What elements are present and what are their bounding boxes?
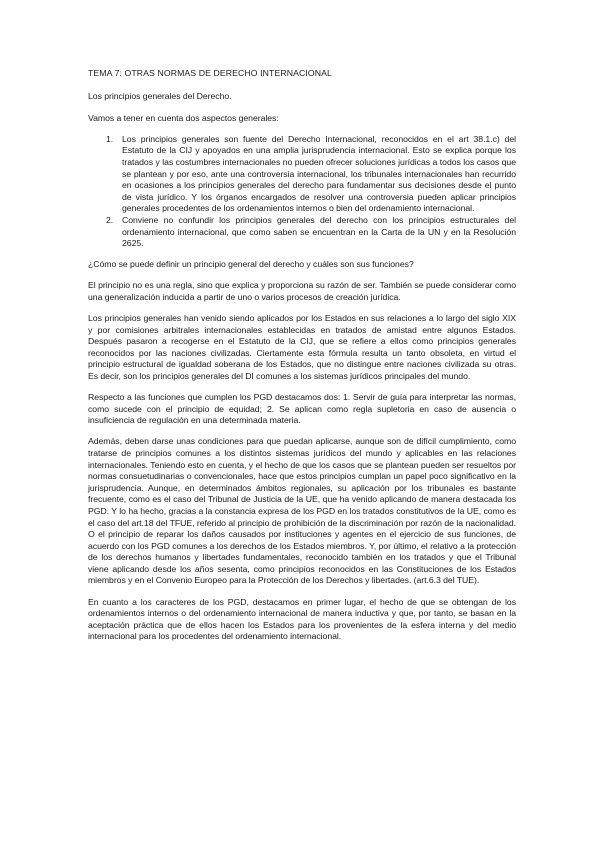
document-title: TEMA 7: OTRAS NORMAS DE DERECHO INTERNACIONAL bbox=[88, 68, 332, 78]
intro-text: Vamos a tener en cuenta dos aspectos generales: bbox=[88, 113, 279, 124]
aspects-list bbox=[88, 134, 516, 250]
list-number: 1. bbox=[106, 133, 114, 144]
aspect-item-2 bbox=[88, 215, 516, 250]
document-page bbox=[88, 68, 516, 652]
aspect-item-1 bbox=[88, 134, 516, 215]
paragraph-definition: El principio no es una regla, sino que explica y proporciona su razón de ser. También se puede considerar como una generalización inducida a partir de uno o varios procesos de creación jurídica. bbox=[88, 280, 516, 302]
aspect-text: Los principios generales son fuente del Derecho Internacional, reconocidos en el art 38.1.c) del Estatuto de la CIJ y apoyados en una amplia jurisprudencia internacional. Esto se explica porque los tratados y las costumbres internacionales no pueden ofrecer soluciones jurídicas a todos los casos que se plantean y por eso, ante una controversia internacional, los tribunales internacionales han recurrido en ocasiones a los principios generales del derecho para fundamentar sus decisiones desde el punto de vista jurídico. Y los órganos encargados de resolver una controversia pueden aplicar principios generales procedentes de los ordenamientos internos o bien del ordenamiento internacional. bbox=[122, 133, 516, 214]
paragraph-history: Los principios generales han venido siendo aplicados por los Estados en sus relaciones a lo largo del siglo XIX y por comisiones arbitrales internacionales establecidas en tratados de amistad entre algunos Estados. Después pasaron a recogerse en el Estatuto de la CIJ, que se refiere a ellos como principios generales reconocidos por las naciones civilizadas. Ciertamente esta fórmula resulta un tanto obsoleta, en virtud el principio estructural de igualdad soberana de los Estados, que no distingue entre naciones civilizada su otras. Es decir, son los principios generales del DI comunes a los sistemas jurídicos principales del mundo. bbox=[88, 313, 516, 381]
aspect-text: Conviene no confundir los principios generales del derecho con los principios estructurales del ordenamiento internacional, que como saben se encuentran en la Carta de la UN y en la Resolución 2625. bbox=[122, 214, 516, 249]
list-number: 2. bbox=[106, 214, 114, 225]
question-heading: ¿Cómo se puede definir un principio general del derecho y cuáles son sus funciones? bbox=[88, 259, 414, 270]
section-subtitle: Los principios generales del Derecho. bbox=[88, 90, 232, 101]
paragraph-characteristics: En cuanto a los caracteres de los PGD, destacamos en primer lugar, el hecho de que se obtengan de los ordenamientos internos o del ordenamiento internacional de manera inductiva y que, por tanto, se basan en la aceptación práctica que de ellos hacen los Estados para los provenientes de la esfera interna y del medio internacional para los procedentes del ordenamiento internacional. bbox=[88, 596, 516, 642]
paragraph-conditions: Además, deben darse unas condiciones para que puedan aplicarse, aunque son de difícil cumplimiento, como tratarse de principios comunes a los distintos sistemas jurídicos del mundo y aplicables en las relaciones internacionales. Teniendo esto en cuenta, y el hecho de que los casos que se plantean pueden ser resueltos por normas consuetudinarias o convencionales, hace que estos principios cumplan un papel poco significativo en la jurisprudencia. Aunque, en determinados ámbitos regionales, su aplicación por los tribunales es bastante frecuente, como es el caso del Tribunal de Justicia de la UE, que ha venido aplicando de manera destacada los PGD. Y lo ha hecho, gracias a la constancia expresa de los PGD en los tratados constitutivos de la UE, como es el caso del art.18 del TFUE, referido al principio de prohibición de la discriminación por razón de la nacionalidad. O el principio de reparar los daños causados por instituciones y agentes en el ejercicio de sus funciones, de acuerdo con los PGD comunes a los derechos de los Estados miembros. Y, por último, el relativo a la protección de los derechos humanos y libertades fundamentales, reconocido también en los tratados y que el Tribunal viene aplicando desde los años sesenta, como principios reconocidos en las Constituciones de los Estados miembros y en el Convenio Europeo para la Protección de los Derechos y libertades. (art.6.3 del TUE). bbox=[88, 436, 516, 586]
paragraph-functions: Respecto a las funciones que cumplen los PGD destacamos dos: 1. Servir de guía para interpretar las normas, como sucede con el principio de equidad; 2. Se aplican como regla supletoria en caso de ausencia o insuficiencia de regulación en una determinada materia. bbox=[88, 392, 516, 426]
